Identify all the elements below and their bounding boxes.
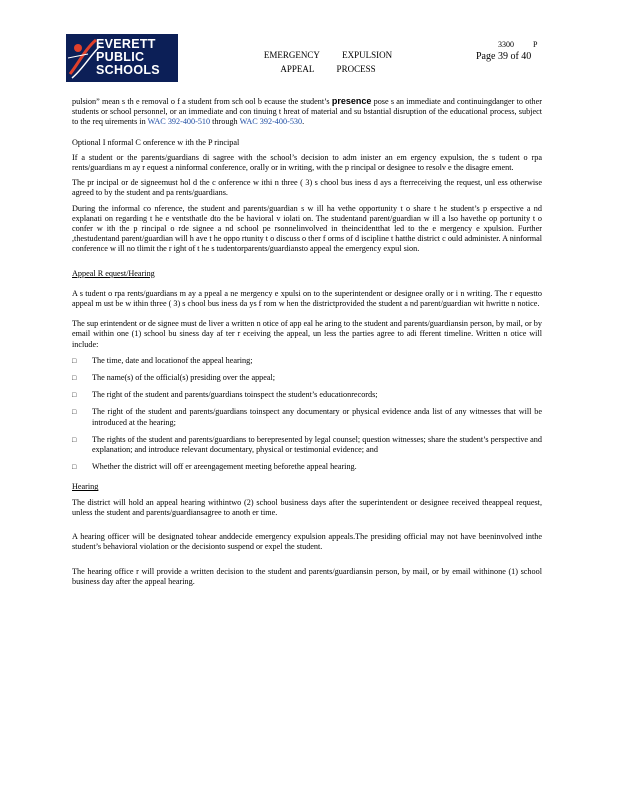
list-item: □ The name(s) of the official(s) presiding over the appeal; xyxy=(72,373,276,383)
hearing-paragraph-2: A hearing officer will be designated tohear anddecide emergency expulsion appeals.The presiding official may not have beeninvolved inthe student’s behavioral violation or the decisionto suspend or expel the student. xyxy=(72,532,542,552)
hearing-paragraph-3: The hearing office r will provide a written decision to the student and parents/guardiansin person, by mail, or by email withinone (1) school business day after the appeal hearing. xyxy=(72,566,542,586)
square-bullet-icon: □ xyxy=(72,408,77,417)
list-item: □ Whether the district will off er areengagement meeting beforethe appeal hearing. xyxy=(72,462,357,472)
intro-paragraph: pulsion” mean s th e removal o f a student from sch ool b ecause the student’s presence pose s an immediate and continuingdanger to other students or school personnel, or an immediate and con tinuing t hreat of material and su bstantial disruption of the educational process, subject to the req uirements in WAC 392-400-510 through WAC 392-400-530. xyxy=(72,96,542,127)
appeal-paragraph-1: A s tudent o rpa rents/guardians m ay a ppeal a ne mergency e xpulsi on to the superintendent or designee orally or i n writing. The r equestto appeal m ust be w ithin three ( 3) s chool bus iness da ys f rom w hen the districtprovided the student a nd parent/guardian wit hwritte n notice. xyxy=(72,288,542,309)
page-number: Page 39 of 40 xyxy=(476,51,532,62)
document-body xyxy=(72,96,542,587)
policy-code: P xyxy=(533,40,538,49)
hearing-heading: Hearing xyxy=(72,482,99,492)
informal-conference-heading: Optional I nformal C onference w ith the P rincipal xyxy=(72,137,240,147)
title-line-2: APPEAL PROCESS xyxy=(280,64,376,74)
wac-link-530[interactable]: WAC 392-400-530 xyxy=(239,117,303,127)
informal-paragraph-1: If a student or the parents/guardians di sagree with the school’s decision to adm inister an em ergency expulsion, the s tudent o rpa rents/guardians m ay r equest a ninformal conference, orally or in writing, with the p rincipal or designee to resolv e the disagre ement. xyxy=(72,152,542,173)
list-item: □ The rights of the student and parents/guardians to berepresented by legal counsel; question witnesses; share the student’s perspective and explanation; and introduce relevant documentary, physical or testimonial evidence; and xyxy=(72,434,542,455)
appeal-paragraph-2: The sup erintendent or de signee must de liver a written n otice of app eal he aring to the student and parents/guardiansin person, by mail, or by email within one (1) school bu siness day af ter r eceiving the appeal, un less the parties agree to adi fferent timeline. Written n otice will include: xyxy=(72,319,542,349)
wac-link-510[interactable]: WAC 392-400-510 xyxy=(147,117,211,127)
square-bullet-icon: □ xyxy=(72,463,77,472)
square-bullet-icon: □ xyxy=(72,391,77,400)
list-item: □ The right of the student and parents/guardians toinspect the student’s educationrecords; xyxy=(72,390,378,400)
hearing-paragraph-1: The district will hold an appeal hearing withintwo (2) school business days after the superintendent or designee received theappeal request, unless the student and parents/guardiansagree to anoth er time. xyxy=(72,497,542,517)
notice-contents-list xyxy=(72,356,542,473)
policy-number: 3300 xyxy=(498,40,514,49)
appeal-heading: Appeal R equest/Hearing xyxy=(72,268,155,278)
document-title xyxy=(248,48,408,76)
logo-wordmark: EVERETT PUBLIC SCHOOLS xyxy=(96,37,160,77)
informal-paragraph-2: The pr incipal or de signeemust hol d the c onference w ithi n three ( 3) s chool bus iness d ays a fterreceiving the request, unl ess otherwise agreed to by the student and pa rents/guardians. xyxy=(72,178,542,198)
square-bullet-icon: □ xyxy=(72,374,77,383)
presence-word: presence xyxy=(331,96,372,106)
title-line-1: EMERGENCY EXPULSION xyxy=(263,50,393,60)
square-bullet-icon: □ xyxy=(72,356,77,365)
square-bullet-icon: □ xyxy=(72,435,77,444)
list-item: □ The right of the student and parents/guardians toinspect any documentary or physical evidence anda list of any witnesses that will be introduced at the hearing; xyxy=(72,407,542,427)
district-logo xyxy=(66,34,178,82)
list-item: □ The time, date and locationof the appeal hearing; xyxy=(72,355,253,365)
informal-paragraph-3: During the informal co nference, the student and parents/guardian s w ill ha vethe opportunity t o share t he student’s p erspective a nd explanati on regarding t he e ventsthatle dto the be havioral v iolati on. The studentand parent/guardian w ill a lso havethe op portunity t o confer w ith the p rincipal o rde signee a nd school pe rsonnelinvolved in theincidentthat led to the e mergency e xpulsion. Further ,thestudentand parent/guardian will h ave t he oppo rtunity t o discuss o ther f orms of d iscipline t hatthe district c ould administer. A ninformal conference w ill no tlimit the r ight of t he s tudentorparents/guardiansto appeal the emergency expul sion. xyxy=(72,203,542,254)
